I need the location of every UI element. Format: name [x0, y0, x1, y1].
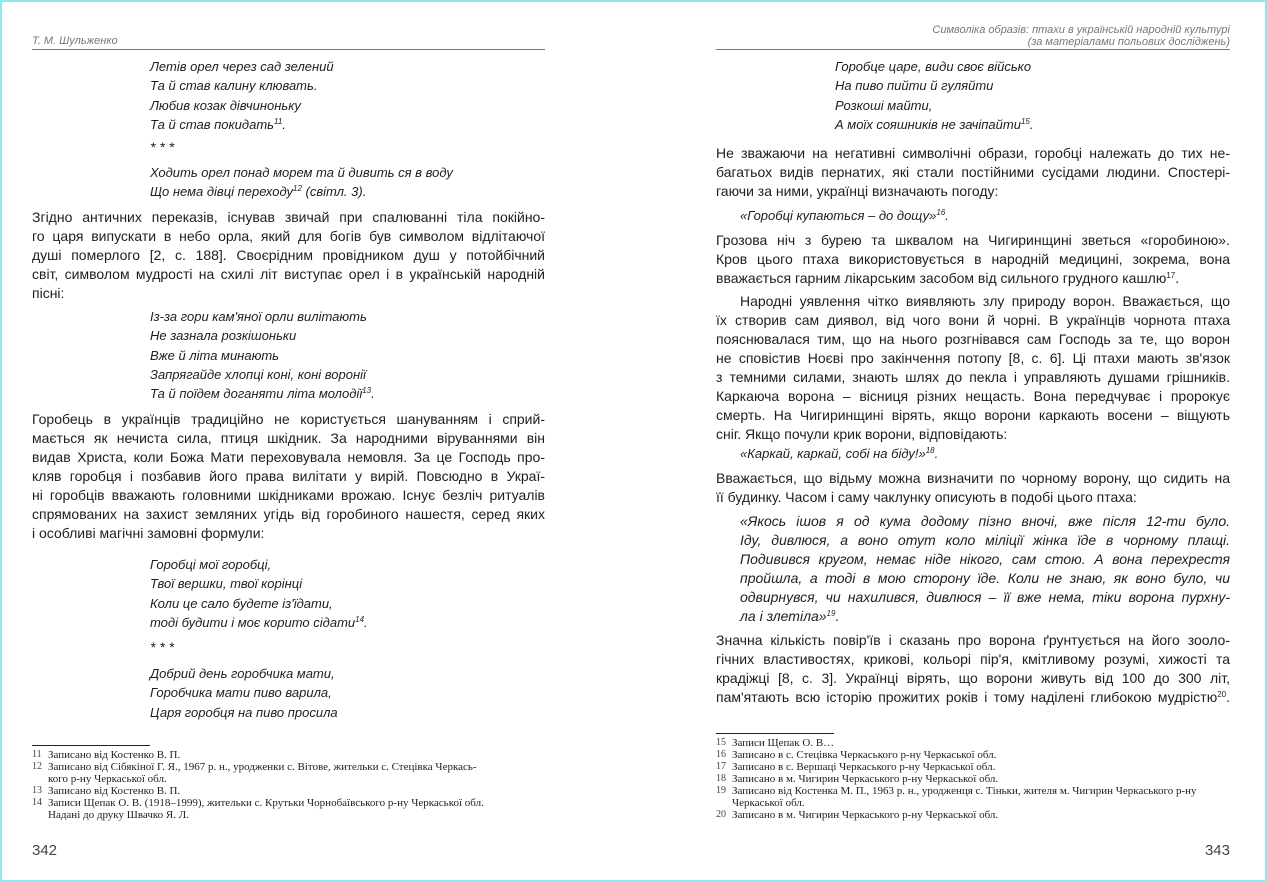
footnote-number: 14: [32, 797, 42, 808]
text-span: Та й став покидать: [150, 116, 274, 132]
stanza-separator: [150, 138, 174, 157]
text-span: .: [371, 386, 375, 402]
footnote-text: [732, 761, 995, 773]
header-rule: [716, 49, 1230, 50]
text-line: і особливі магічні замовні формули:: [32, 525, 265, 541]
text-line: гічних властивостях, крикові, кольорі пір'я, кмітливому розумі, хижості та: [716, 651, 1230, 667]
text-line: [716, 688, 1230, 707]
text-line: Згідно античних переказів, існував звичай при спалюванні тіла покійно-: [32, 209, 545, 225]
text-span: «Каркай, каркай, собі на біду!»: [740, 446, 926, 461]
text-line: Значна кількість повір'їв і сказань про ворона ґрунтується на його зооло-: [716, 632, 1230, 648]
header-rule: [32, 49, 545, 50]
footnote-line: кого р-ну Черкаської обл.: [48, 773, 167, 785]
text-span: .: [934, 446, 939, 461]
poem-stanza: [150, 163, 453, 202]
text-span: тоді будити і моє корито сідати: [150, 614, 356, 630]
footnote-line: Записано від Костенко В. П.: [48, 785, 181, 797]
footnote-text: [48, 761, 477, 785]
text-line: Любив козак дівчиноньку: [150, 97, 301, 113]
text-line: [150, 613, 368, 632]
left-page: [32, 0, 545, 882]
footnote-rule: [32, 745, 150, 746]
footnote: [716, 785, 1230, 809]
text-line: Кров цього птаха використовується в народній медицині, зокрема, вона: [716, 251, 1230, 267]
text-span: .: [1226, 689, 1230, 705]
text-line: не сповістив Ноєві про закінчення потопу [8, с. 6]. Ці птахи мають зв'язок: [716, 350, 1230, 366]
text-line: * * *: [150, 139, 175, 155]
text-line: багатьох видів пернатих, які стали постійними сусідами людини. Спостері-: [716, 164, 1230, 180]
footnote-rule: [716, 733, 834, 734]
text-line: сніг. Якщо почули крик ворони, відповідають:: [716, 426, 1008, 442]
text-line: Горобець в українців традиційно не користується шануванням і сприй-: [32, 411, 545, 427]
text-line: Горобці мої горобці,: [150, 557, 272, 572]
poem-stanza: [150, 664, 338, 722]
footnote-line: Записи Щепак О. В…: [732, 737, 835, 749]
text-line: мається як нечиста сила, птиця шкідник. За народними віруваннями він: [32, 430, 545, 446]
footnote-ref[interactable]: 15: [1020, 116, 1030, 126]
text-span: вважається гарним лікарським засобом від сильного грудного кашлю: [716, 270, 1167, 286]
running-head-line: (за матеріалами польових досліджень): [1027, 36, 1230, 48]
footnote-text: [732, 749, 996, 761]
poem-stanza: [835, 57, 1034, 134]
text-span: Та й поїдем доганяти літа молодії: [150, 386, 363, 402]
footnote-line: Черкаської обл.: [732, 797, 805, 809]
footnote: [716, 749, 1230, 761]
text-line: Не зазнала розкішоньки: [150, 328, 297, 344]
text-line: «Якось ішов я од кума додому пізно вночі, вже після 12-ти було.: [740, 513, 1230, 529]
text-line: пісні:: [32, 285, 65, 301]
text-span: пам'ятають всю історію прожитих років і тому наділені глибокою мудрістю: [716, 689, 1218, 705]
footnote-text: [732, 737, 834, 749]
text-span: ла і злетіла»: [740, 608, 827, 624]
footnote-number: 16: [716, 749, 726, 760]
poem-stanza: [150, 307, 375, 403]
footnote-line: Записано від Костенко В. П.: [48, 749, 181, 761]
text-line: Царя горобця на пиво просила: [150, 704, 338, 720]
footnote-line: Надані до друку Швачко Я. Л.: [48, 809, 189, 821]
text-line: го царя випускати в небо орла, який для богів був символом відлітаючої: [32, 228, 545, 244]
footnote-ref[interactable]: 18: [925, 446, 935, 455]
poem-stanza: [150, 57, 334, 134]
footnote-number: 20: [716, 809, 726, 820]
paragraph: [716, 292, 1230, 444]
paragraph: [32, 410, 545, 543]
right-page: [716, 0, 1230, 882]
text-span: .: [1175, 270, 1180, 286]
footnote-number: 17: [716, 761, 726, 772]
footnote-ref[interactable]: 12: [293, 184, 302, 194]
footnote-line: Записано від Сібякіної Г. Я., 1967 р. н., уродженки с. Вітове, жительки с. Стецівка Черкась-: [48, 761, 477, 773]
footnote-ref[interactable]: 14: [355, 614, 365, 624]
text-line: з темними силами, знають шлях до пекла і управляють душами грішників.: [716, 369, 1230, 385]
footnote: [716, 809, 1230, 821]
text-span: .: [1029, 116, 1034, 132]
running-head: [716, 24, 1230, 48]
text-line: Вже й літа минають: [150, 347, 280, 363]
footnote-number: 18: [716, 773, 726, 784]
footnote: [32, 785, 545, 797]
footnotes: [32, 749, 545, 821]
footnote-number: 19: [716, 785, 726, 796]
text-line: Горобчика мати пиво варила,: [150, 685, 332, 701]
footnote-number: 13: [32, 785, 42, 796]
text-line: спрямованих на захист земляних угідь від горобиного нашестя, серед яких: [32, 506, 545, 522]
footnote-number: 12: [32, 761, 42, 772]
text-line: ні горобців вважають головними шкідниками врожаю. Існує безліч ритуалів: [32, 487, 545, 503]
paragraph: [716, 231, 1230, 288]
text-line: Грозова ніч з бурею та шквалом на Чигиринщині зветься «горобиною».: [716, 232, 1230, 248]
text-line: [150, 182, 453, 201]
quotation: [740, 206, 949, 225]
footnote-text: [48, 749, 180, 761]
text-line: одвирнувся, чи нахилився, дивлюся – її вже нема, тіки ворона пурхну-: [740, 589, 1230, 605]
text-line: [740, 607, 1230, 626]
text-line: її будинку. Часом і саму чаклунку описують в подобі цього птаха:: [716, 489, 1137, 505]
footnote-line: Записи Щепак О. В. (1918–1999), жительки с. Крутьки Чорнобаївського р-ну Черкаської обл.: [48, 797, 484, 809]
footnote-ref[interactable]: 11: [273, 116, 283, 126]
text-line: На пиво пийти й гуляйти: [835, 78, 994, 94]
footnote-text: [732, 809, 998, 821]
footnote: [32, 797, 545, 821]
paragraph: [716, 469, 1230, 507]
footnote-text: [48, 785, 180, 797]
text-line: пояснювалася тим, що на нього розгнівався сам Господь за те, що ворон: [716, 331, 1230, 347]
footnote-number: 15: [716, 737, 726, 748]
text-line: кляв горобця і позбавив його права вилітати у вирій. Повсюдно в Украї-: [32, 468, 545, 484]
text-line: видав Христа, коли Божа Мати переховувала немовля. За це Господь про-: [32, 449, 545, 465]
footnote-ref[interactable]: 17: [1166, 271, 1176, 280]
stanza-separator: [150, 638, 174, 657]
text-line: Коли це сало будете із'їдати,: [150, 595, 333, 611]
text-line: Добрий день горобчика мати,: [150, 666, 335, 681]
text-line: Народні уявлення чітко виявляють злу природу ворон. Вважається, що: [740, 293, 1230, 309]
text-span: .: [282, 116, 286, 132]
text-line: Із-за гори кам'яної орли вилітають: [150, 309, 367, 324]
text-line: [740, 206, 949, 225]
text-line: Твої вершки, твої корінці: [150, 576, 303, 592]
paragraph: [32, 208, 545, 303]
text-line: смерть. На Чигиринщині вірять, якщо ворони каркають восени – віщують: [716, 407, 1230, 423]
running-head: Т. М. Шульженко: [32, 35, 118, 47]
footnote-text: [732, 785, 1197, 809]
footnote-ref[interactable]: 16: [936, 208, 946, 217]
running-head-line: Символіка образів: птахи в українській народній культурі: [932, 24, 1230, 36]
text-line: [740, 444, 938, 463]
text-line: Вважається, що відьму можна визначити по чорному ворону, що сидить на: [716, 470, 1230, 486]
footnote: [716, 737, 1230, 749]
footnote-number: 11: [32, 749, 42, 760]
text-line: пройшла, а тоді в мою сторону їде. Коли не знаю, як воно було, чи: [740, 570, 1230, 586]
text-span: .: [364, 614, 368, 630]
text-span: (світл. 3).: [301, 184, 367, 200]
page-number: 343: [1204, 842, 1230, 859]
text-line: [150, 115, 334, 134]
text-span: «Горобці купаються – до дощу»: [740, 208, 937, 223]
text-line: Та й став калину клювать.: [150, 78, 318, 94]
footnote-line: Записано в с. Стецівка Черкаського р-ну Черкаської обл.: [732, 749, 997, 761]
text-line: Ходить орел понад морем та й дивить ся в воду: [150, 165, 453, 180]
text-line: Каркаюча ворона – вісниця різних нещасть. Вона передчуває і пророкує: [716, 388, 1230, 404]
paragraph: [716, 144, 1230, 201]
footnote-line: Записано в с. Вершаці Черкаського р-ну Черкаської обл.: [732, 761, 996, 773]
text-line: [150, 384, 375, 403]
text-span: А моїх сояшників не зачіпайти: [835, 116, 1021, 132]
footnote-line: Записано в м. Чигирин Черкаського р-ну Черкаської обл.: [732, 773, 999, 785]
quotation: [740, 444, 938, 463]
text-line: гаючи за ними, українці визначають погоду:: [716, 183, 999, 199]
text-line: [835, 115, 1034, 134]
footnote-text: [732, 773, 998, 785]
footnote: [32, 761, 545, 785]
text-line: Розкоші майти,: [835, 97, 933, 113]
text-line: душі померлого [2, с. 188]. Своєрідним провідником душ у потойбічний: [32, 247, 545, 263]
footnote-ref[interactable]: 13: [362, 386, 372, 396]
text-span: .: [835, 608, 840, 624]
text-line: світ, символом мудрості на схилі літ виступає орел і в українській народній: [32, 266, 545, 282]
footnote: [716, 761, 1230, 773]
text-line: Запрягайде хлопці коні, коні воронії: [150, 366, 366, 382]
text-line: [716, 269, 1230, 288]
text-line: Летів орел через сад зелений: [150, 59, 334, 74]
text-line: Не зважаючи на негативні символічні образи, горобці належать до тих не-: [716, 145, 1230, 161]
text-span: Що нема дівці переходу: [150, 184, 294, 200]
text-line: крадіжці [8, с. 3]. Українці вірять, що ворони живуть від 100 до 300 літ,: [716, 670, 1230, 686]
text-line: Подивився кругом, немає ніде нікого, сам стою. А вона перехрестя: [740, 551, 1230, 567]
footnote-ref[interactable]: 19: [826, 609, 836, 618]
poem-stanza: [150, 555, 368, 632]
text-line: Іду, дивлюся, а воно отут коло міліції жінка їде в чорному плащі.: [740, 532, 1230, 548]
footnotes: [716, 737, 1230, 821]
footnote-line: Записано в м. Чигирин Черкаського р-ну Черкаської обл.: [732, 809, 999, 821]
paragraph: [716, 631, 1230, 707]
text-line: їх створив сам диявол, від чого вони й чорні. В українців чорнота птаха: [716, 312, 1230, 328]
footnote-text: [48, 797, 484, 821]
footnote-line: Записано від Костенка М. П., 1963 р. н., уродженця с. Тіньки, жителя м. Чигирин Черкаського р-ну: [732, 785, 1197, 797]
text-span: .: [945, 208, 949, 223]
footnote: [716, 773, 1230, 785]
footnote-ref[interactable]: 20: [1217, 690, 1227, 699]
footnote: [32, 749, 545, 761]
text-line: Горобце царе, види своє військо: [835, 59, 1032, 74]
block-quotation: [740, 512, 1230, 626]
text-line: * * *: [150, 639, 175, 655]
page-number: 342: [32, 842, 58, 859]
